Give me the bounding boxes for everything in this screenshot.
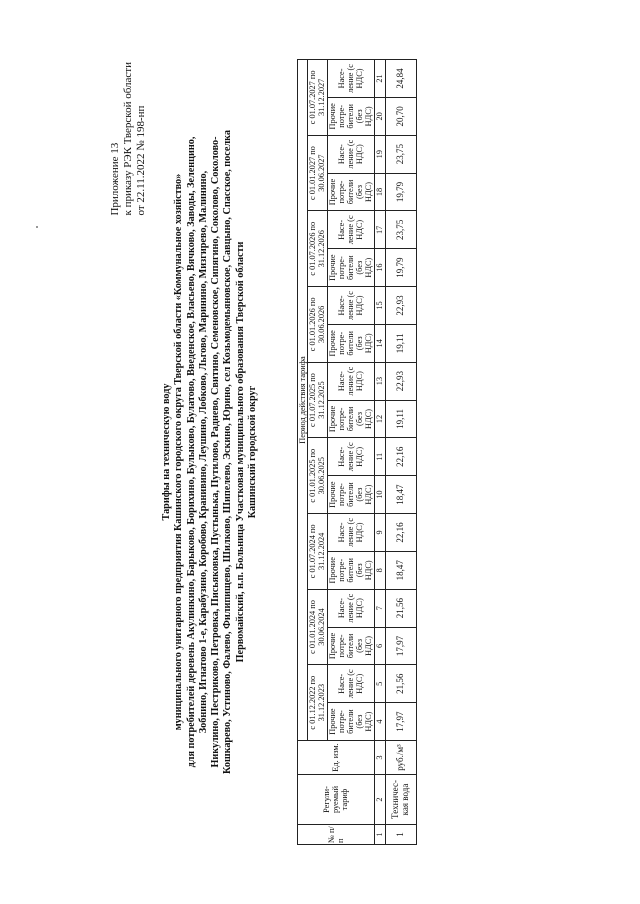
population-header: Насе-ление (с НДС) [327,135,374,173]
other-consumers-header: Прочие потре-бители (без НДС) [327,97,374,135]
tariff-value: 19,11 [385,400,416,438]
column-number: 14 [374,324,385,362]
tariff-value: 19,79 [385,249,416,287]
heading-line: Кашинский городской округ [247,385,259,519]
row-number: 1 [385,825,416,845]
tariff-value: 19,11 [385,324,416,362]
period-header: Период действия тарифа [298,60,308,741]
tariff-value: 20,70 [385,97,416,135]
tariff-value: 22,16 [385,438,416,476]
column-number: 7 [374,589,385,627]
column-number: 20 [374,97,385,135]
heading-line: муниципального унитарного предприятия Кашинского городского округа Тверской области «Коммунальное хозяйство» [173,173,185,731]
column-number: 11 [374,438,385,476]
column-numbers-row [374,60,385,845]
other-consumers-header: Прочие потре-бители (без НДС) [327,249,374,287]
tariff-value: 21,56 [385,589,416,627]
scan-speck [36,226,38,228]
heading-line: Никулино, Пестриково, Петровка, Письяковка, Пустынька, Путилово, Раднево, Свитино, Семеновское, Сипягино, Соколово, Соколово- [210,136,222,768]
heading-line: Кошкарево, Устиново, Фалево, Филипищево, Шилково, Шипелево, Эскино, Юрино, сел Козьмодемьяновское, Савцыно, Спасское, поселка [222,130,234,774]
tariff-value: 24,84 [385,60,416,98]
population-header: Насе-ление (с НДС) [327,287,374,325]
period-cell: с 01.07.2026 по 31.12.2026 [308,211,327,287]
consumer-category-row [327,60,374,845]
column-number: 1 [374,825,385,845]
tariff-value: 22,93 [385,287,416,325]
column-number: 8 [374,551,385,589]
period-cell: с 01.07.2027 по 31.12.2027 [308,60,327,136]
rotated-landscape-content [105,37,525,867]
appendix-order-ref: к приказу РЭК Тверской области [122,62,134,216]
tariff-value: 22,93 [385,362,416,400]
other-consumers-header: Прочие потре-бители (без НДС) [327,324,374,362]
tariff-value: 18,47 [385,551,416,589]
column-number: 9 [374,514,385,552]
column-number: 10 [374,476,385,514]
population-header: Насе-ление (с НДС) [327,589,374,627]
heading-line: Зобнино, Игнатово 1-е, Карабузино, Коробово, Кранивино, Леушино, Лобково, Льгово, Маринино, Мизгирево, Малинино, [197,170,209,734]
period-cell: с 01.01.2024 по 30.06.2024 [308,589,327,665]
col-header-number: № п/ п [298,825,375,845]
tariff-table [297,59,417,845]
column-number: 4 [374,703,385,741]
other-consumers-header: Прочие потре-бители (без НДС) [327,400,374,438]
column-number: 2 [374,775,385,825]
population-header: Насе-ление (с НДС) [327,362,374,400]
period-row [308,60,327,845]
tariff-value: 18,47 [385,476,416,514]
period-cell: с 01.07.2025 по 31.12.2025 [308,362,327,438]
tariff-value: 17,97 [385,703,416,741]
period-cell: с 01.01.2026 по 30.06.2026 [308,287,327,363]
column-number: 6 [374,627,385,665]
col-header-tariff: Регули-руемый тариф [298,775,375,825]
population-header: Насе-ление (с НДС) [327,211,374,249]
column-number: 17 [374,211,385,249]
column-number: 13 [374,362,385,400]
column-number: 16 [374,249,385,287]
column-number: 12 [374,400,385,438]
tariff-value: 23,75 [385,211,416,249]
period-cell: с 01.01.2027 по 30.06.2027 [308,135,327,211]
column-number: 15 [374,287,385,325]
other-consumers-header: Прочие потре-бители (без НДС) [327,551,374,589]
period-cell: с 01.12.2022 по 31.12.2023 [308,665,327,741]
column-number: 19 [374,135,385,173]
population-header: Насе-ление (с НДС) [327,665,374,703]
population-header: Насе-ление (с НДС) [327,514,374,552]
tariff-value: 17,97 [385,627,416,665]
col-header-unit: Ед. изм. [298,741,375,775]
other-consumers-header: Прочие потре-бители (без НДС) [327,703,374,741]
tariff-name: Техничес-кая вода [385,775,416,825]
period-cell: с 01.07.2024 по 31.12.2024 [308,514,327,590]
other-consumers-header: Прочие потре-бители (без НДС) [327,476,374,514]
table-row [385,60,416,845]
document-heading [161,37,259,867]
tariff-value: 21,56 [385,665,416,703]
tariff-value: 23,75 [385,135,416,173]
population-header: Насе-ление (с НДС) [327,60,374,98]
heading-line: Тарифы на техническую воду [161,383,172,521]
appendix-number: Приложение 13 [109,142,121,216]
column-number: 21 [374,60,385,98]
column-number: 5 [374,665,385,703]
population-header: Насе-ление (с НДС) [327,438,374,476]
tariff-value: 22,16 [385,514,416,552]
column-number: 18 [374,173,385,211]
table-header-row [298,60,308,845]
other-consumers-header: Прочие потре-бители (без НДС) [327,627,374,665]
tariff-unit: руб./м³ [385,741,416,775]
heading-line: для потребителей деревень Акулинкино, Барыково, Борихино, Булыково, Булатово, Введенское, Власьево, Вячково, Заводы, Зеленцино, [185,136,197,768]
column-number: 3 [374,741,385,775]
period-cell: с 01.01.2025 по 30.06.2025 [308,438,327,514]
appendix-order-date: от 22.11.2022 № 198-нп [135,105,147,216]
heading-line: Первомайский, н.п. Больница Участковая муниципального образования Тверской области [234,241,246,663]
other-consumers-header: Прочие потре-бители (без НДС) [327,173,374,211]
tariff-value: 19,79 [385,173,416,211]
appendix-block [109,62,148,216]
